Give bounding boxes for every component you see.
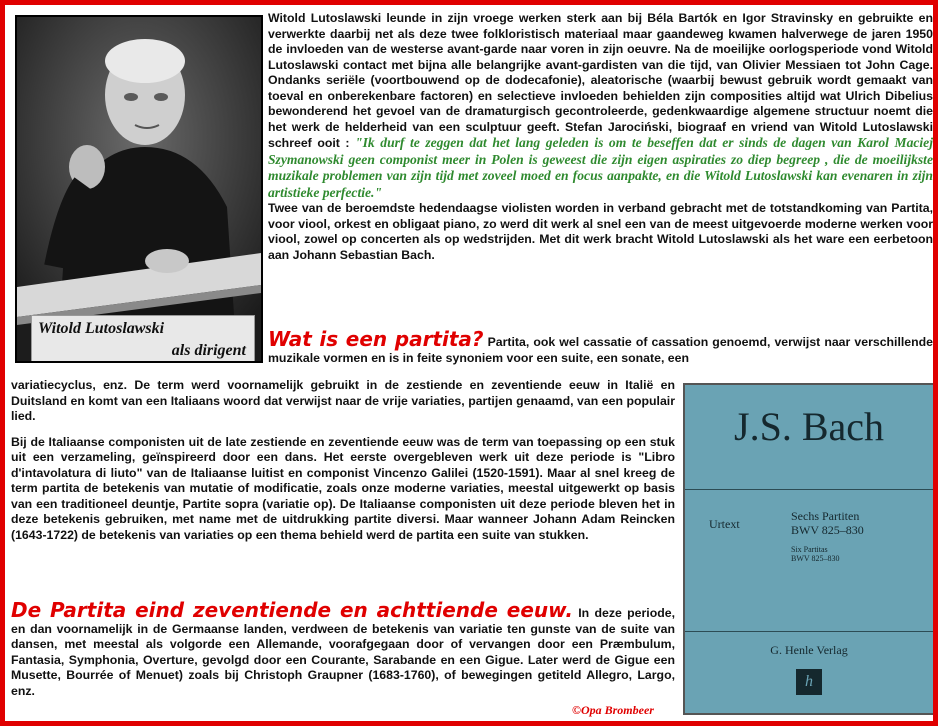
cover-title-line-2: BWV 825–830 <box>791 523 864 537</box>
henle-logo-icon: h <box>796 669 822 695</box>
credit: ©Opa Brombeer <box>572 703 654 717</box>
cover-subtitle-line-2: BWV 825–830 <box>791 554 840 563</box>
cover-divider-bottom <box>685 631 933 632</box>
cover-divider-top <box>685 489 933 490</box>
intro-paragraph-2: Twee van de beroemdste hedendaagse violisten worden in verband gebracht met de totstandkoming van Partita, voor viool, orkest en obligaat piano, zo werd dit werk al snel een van de meest uitgevoerde moderne werken voor viool, zowel op concerten als op wedstrijden. Met dit werk bracht Witold Lutoslawski als het ware een eerbetoon aan Johann Sebastian Bach. <box>268 201 933 262</box>
photo-caption <box>31 315 255 363</box>
section-heading-partita: Wat is een partita? <box>268 327 484 351</box>
jarocinski-quote: "Ik durf te zeggen dat het lang geleden is om te beseffen dat er sinds de dagen van Karol Maciej Szymanowski geen componist meer in Polen is geweest die zijn eigen aspiraties zo diep begreep , die de moeilijkste muzikale problemen van zijn tijd met zoveel moed en focus aanpakte, en die Witold Lutoslawski kan evenaren in zijn artistieke perfectie." <box>268 135 933 200</box>
cover-title-line-1: Sechs Partiten <box>791 509 860 523</box>
partita-lead-text: Partita, ook wel cassatie of cassation genoemd, verwijst naar verschillende muzikale vormen en is in feite synoniem voor een suite, een sonate, een <box>268 335 933 365</box>
intro-text <box>268 11 933 263</box>
bach-partitas-cover <box>683 383 935 715</box>
cover-title <box>791 509 864 537</box>
cover-urtext: Urtext <box>709 517 740 531</box>
cover-subtitle <box>791 545 840 563</box>
partita-paragraph-2: Bij de Italiaanse componisten uit de late zestiende en zeventiende eeuw was de term van toepassing op een stuk uit een verzameling, geïnspireerd door een dans. Het eerste overgebleven werk uit deze periode is "Libro d'intavolatura di liuto" van de Italiaanse luitist en componist Vincenzo Galilei (1520-1591). Maar al snel kreeg de term partita de betekenis van mutatie of modificatie, zoals onze moderne variaties, meestal uitgewerkt op basis van een traditioneel deuntje, Partite sopra (variatie op). De Italiaanse componisten uit deze periode bleven het in deze betekenis gebruiken, met name met de uitdrukking partite diversi. Maar wanneer Johann Adam Reincken (1643-1722) de betekenis van variaties op een thema behield werd de partita een suite van stukken. <box>11 434 675 542</box>
caption-name: Witold Lutoslawski <box>38 320 165 337</box>
cover-subtitle-line-1: Six Partitas <box>791 545 828 554</box>
caption-role: als dirigent <box>171 342 246 359</box>
partita-continued: variatiecyclus, enz. De term werd voornamelijk gebruikt in de zestiende en zeventiende eeuw in Italië en Duitsland en komt van een Italiaans woord dat verwijst naar de vrije variaties, partijen genaamd, van een populair lied. <box>11 378 675 423</box>
baroque-lead-text: In deze periode, en dan voornamelijk in de Germaanse landen, verdween de betekenis van variatie ten gunste van de suite van dansen, met meestal als volgorde een Allemande, voorafgegaan door of vervangen door een Præmbulum, Fantasia, Symphonia, Overture, gevolgd door een Courante, Sarabande en een Gigue. Later werd de Gigue een Musette, Bourrée of Menuet) zoals bij Christoph Graupner (1683-1760), of bewegingen getiteld Allegro, Largo, enz. <box>11 606 675 698</box>
conductor-portrait-image <box>17 17 261 361</box>
partita-section-body <box>11 378 675 543</box>
lutoslawski-photo <box>15 15 263 363</box>
cover-composer: J.S. Bach <box>734 404 884 449</box>
section-heading-baroque: De Partita eind zeventiende en achttiende eeuw. <box>11 598 573 622</box>
cover-publisher: G. Henle Verlag <box>770 643 848 657</box>
baroque-section <box>11 598 675 699</box>
partita-section-lead <box>268 327 933 366</box>
intro-paragraph-1: Witold Lutoslawski leunde in zijn vroege werken sterk aan bij Béla Bartók en Igor Stravinsky en gebruikte en verwerkte daarbij net als deze twee folkloristisch materiaal maar gaandeweg kwamen halverwege de jaren 1950 de invloeden van de westerse avant-garde naar voren in zijn oeuvre. Na de moeilijke oorlogsperiode vond Witold Lutoslawski contact met bijna alle belangrijke avant-gardisten van die tijd, van Olivier Messiaen tot John Cage. Ondanks seriële (voortbouwend op de dodecafonie), aleatorische (waarbij bewust gebruik wordt gemaakt van toeval en onberekenbare factoren) en selectieve invloeden behielden zijn composities altijd wat Ulrich Dibelius bewonderend het gevoel van de dramaturgisch gecontroleerde, gedenkwaardige algemene structuur noemt die het werk de helderheid van een sculptuur geeft. Stefan Jarociński, biograaf en vriend van Witold Lutoslawski schreef ooit : <box>268 11 933 150</box>
